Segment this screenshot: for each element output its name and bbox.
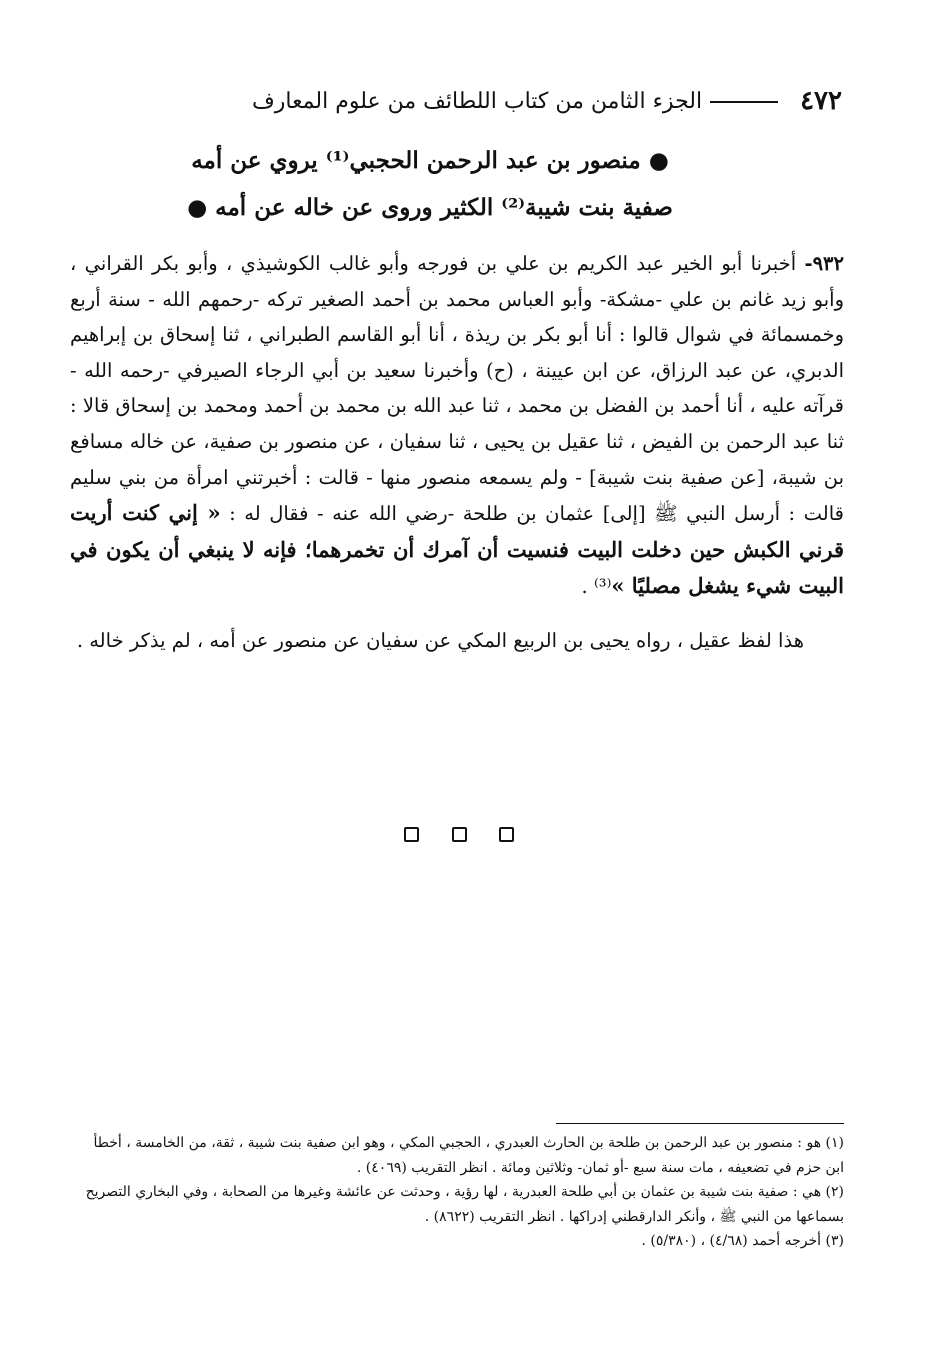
hadith-paragraph xyxy=(70,246,844,605)
running-header xyxy=(66,84,842,118)
separator-box xyxy=(452,827,467,842)
hadith-number: ٩٣٢- xyxy=(804,252,844,275)
footnotes xyxy=(84,1131,844,1254)
chapter-heading-line-1: ● منصور بن عبد الرحمن الحجبي⁽¹⁾ يروي عن أمه xyxy=(191,147,669,174)
footnote-rule xyxy=(556,1123,844,1124)
running-title: الجزء الثامن من كتاب اللطائف من علوم المعارف xyxy=(251,88,703,114)
footnote-3: (٣) أخرجه أحمد (٤/٦٨) ، (٥/٣٨٠) . xyxy=(641,1233,844,1249)
footnote-reference: ⁽³⁾ . xyxy=(581,575,612,599)
separator-box xyxy=(499,827,514,842)
hadith-matn: « إني كنت أريت قرني الكبش حين دخلت البيت فنسيت أن آمرك أن تخمرهما؛ فإنه لا ينبغي أن يكون في البيت شيء يشغل مصليًا » xyxy=(70,500,844,599)
header-rule xyxy=(710,101,778,103)
section-separator xyxy=(404,827,514,845)
page-number: ٤٧٢ xyxy=(800,86,842,116)
chapter-heading-line-2: صفية بنت شيبة⁽²⁾ الكثير وروى عن خاله عن أمه ● xyxy=(187,194,673,221)
editor-comment: هذا لفظ عقيل ، رواه يحيى بن الربيع المكي عن سفيان عن منصور عن أمه ، لم يذكر خاله . xyxy=(76,628,804,652)
footnote-2: (٢) هي : صفية بنت شيبة بن عثمان بن أبي طلحة العبدرية ، لها رؤية ، وحدثت عن عائشة وغيرها من الصحابة ، وفي البخاري التصريح بسماعها من النبي ﷺ ، وأنكر الدارقطني إدراكها . انظر التقريب (٨٦٢٢) . xyxy=(85,1184,844,1225)
hadith-isnad: أخبرنا أبو الخير عبد الكريم بن علي بن فورجه وأبو غالب الكوشيذي ، وأبو بكر القراني ، وأبو زيد غانم بن علي -مشكة- وأبو العباس محمد بن أحمد الصغير تركه -رحمهم الله - سنة أربع وخمسمائة في شوال قالوا : أنا أبو بكر بن ريذة ، أنا أبو القاسم الطبراني ، ثنا إسحاق بن إبراهيم الدبري، عن عبد الرزاق، عن ابن عيينة ، (ح) وأخبرنا سعيد بن أبي الرجاء الصيرفي -رحمه الله - قرآته عليه ، أنا أحمد بن الفضل بن محمد ، ثنا عبد الله بن محمد بن أحمد ومحمد بن إسحاق قالا : ثنا عبد الرحمن بن الفيض ، ثنا عقيل بن يحيى ، ثنا سفيان ، عن منصور بن صفية، عن خاله مسافع بن شيبة، [عن صفية بنت شيبة] - ولم يسمعه منصور منها - قالت : أخبرتني امرأة من بني سليم قالت : أرسل النبي ﷺ [إلى] عثمان بن طلحة -رضي الله عنه - فقال له : xyxy=(70,252,845,526)
separator-box xyxy=(404,827,419,842)
hadith-body xyxy=(70,246,844,659)
footnote-1: (١) هو : منصور بن عبد الرحمن بن طلحة بن الحارث العبدري ، الحجبي المكي ، وهو ابن صفية بنت شيبة ، ثقة، من الخامسة ، أخطأ ابن حزم في تضعيفه ، مات سنة سبع -أو ثمان- وثلاثين ومائة . انظر التقريب (٤٠٦٩) . xyxy=(93,1135,844,1176)
